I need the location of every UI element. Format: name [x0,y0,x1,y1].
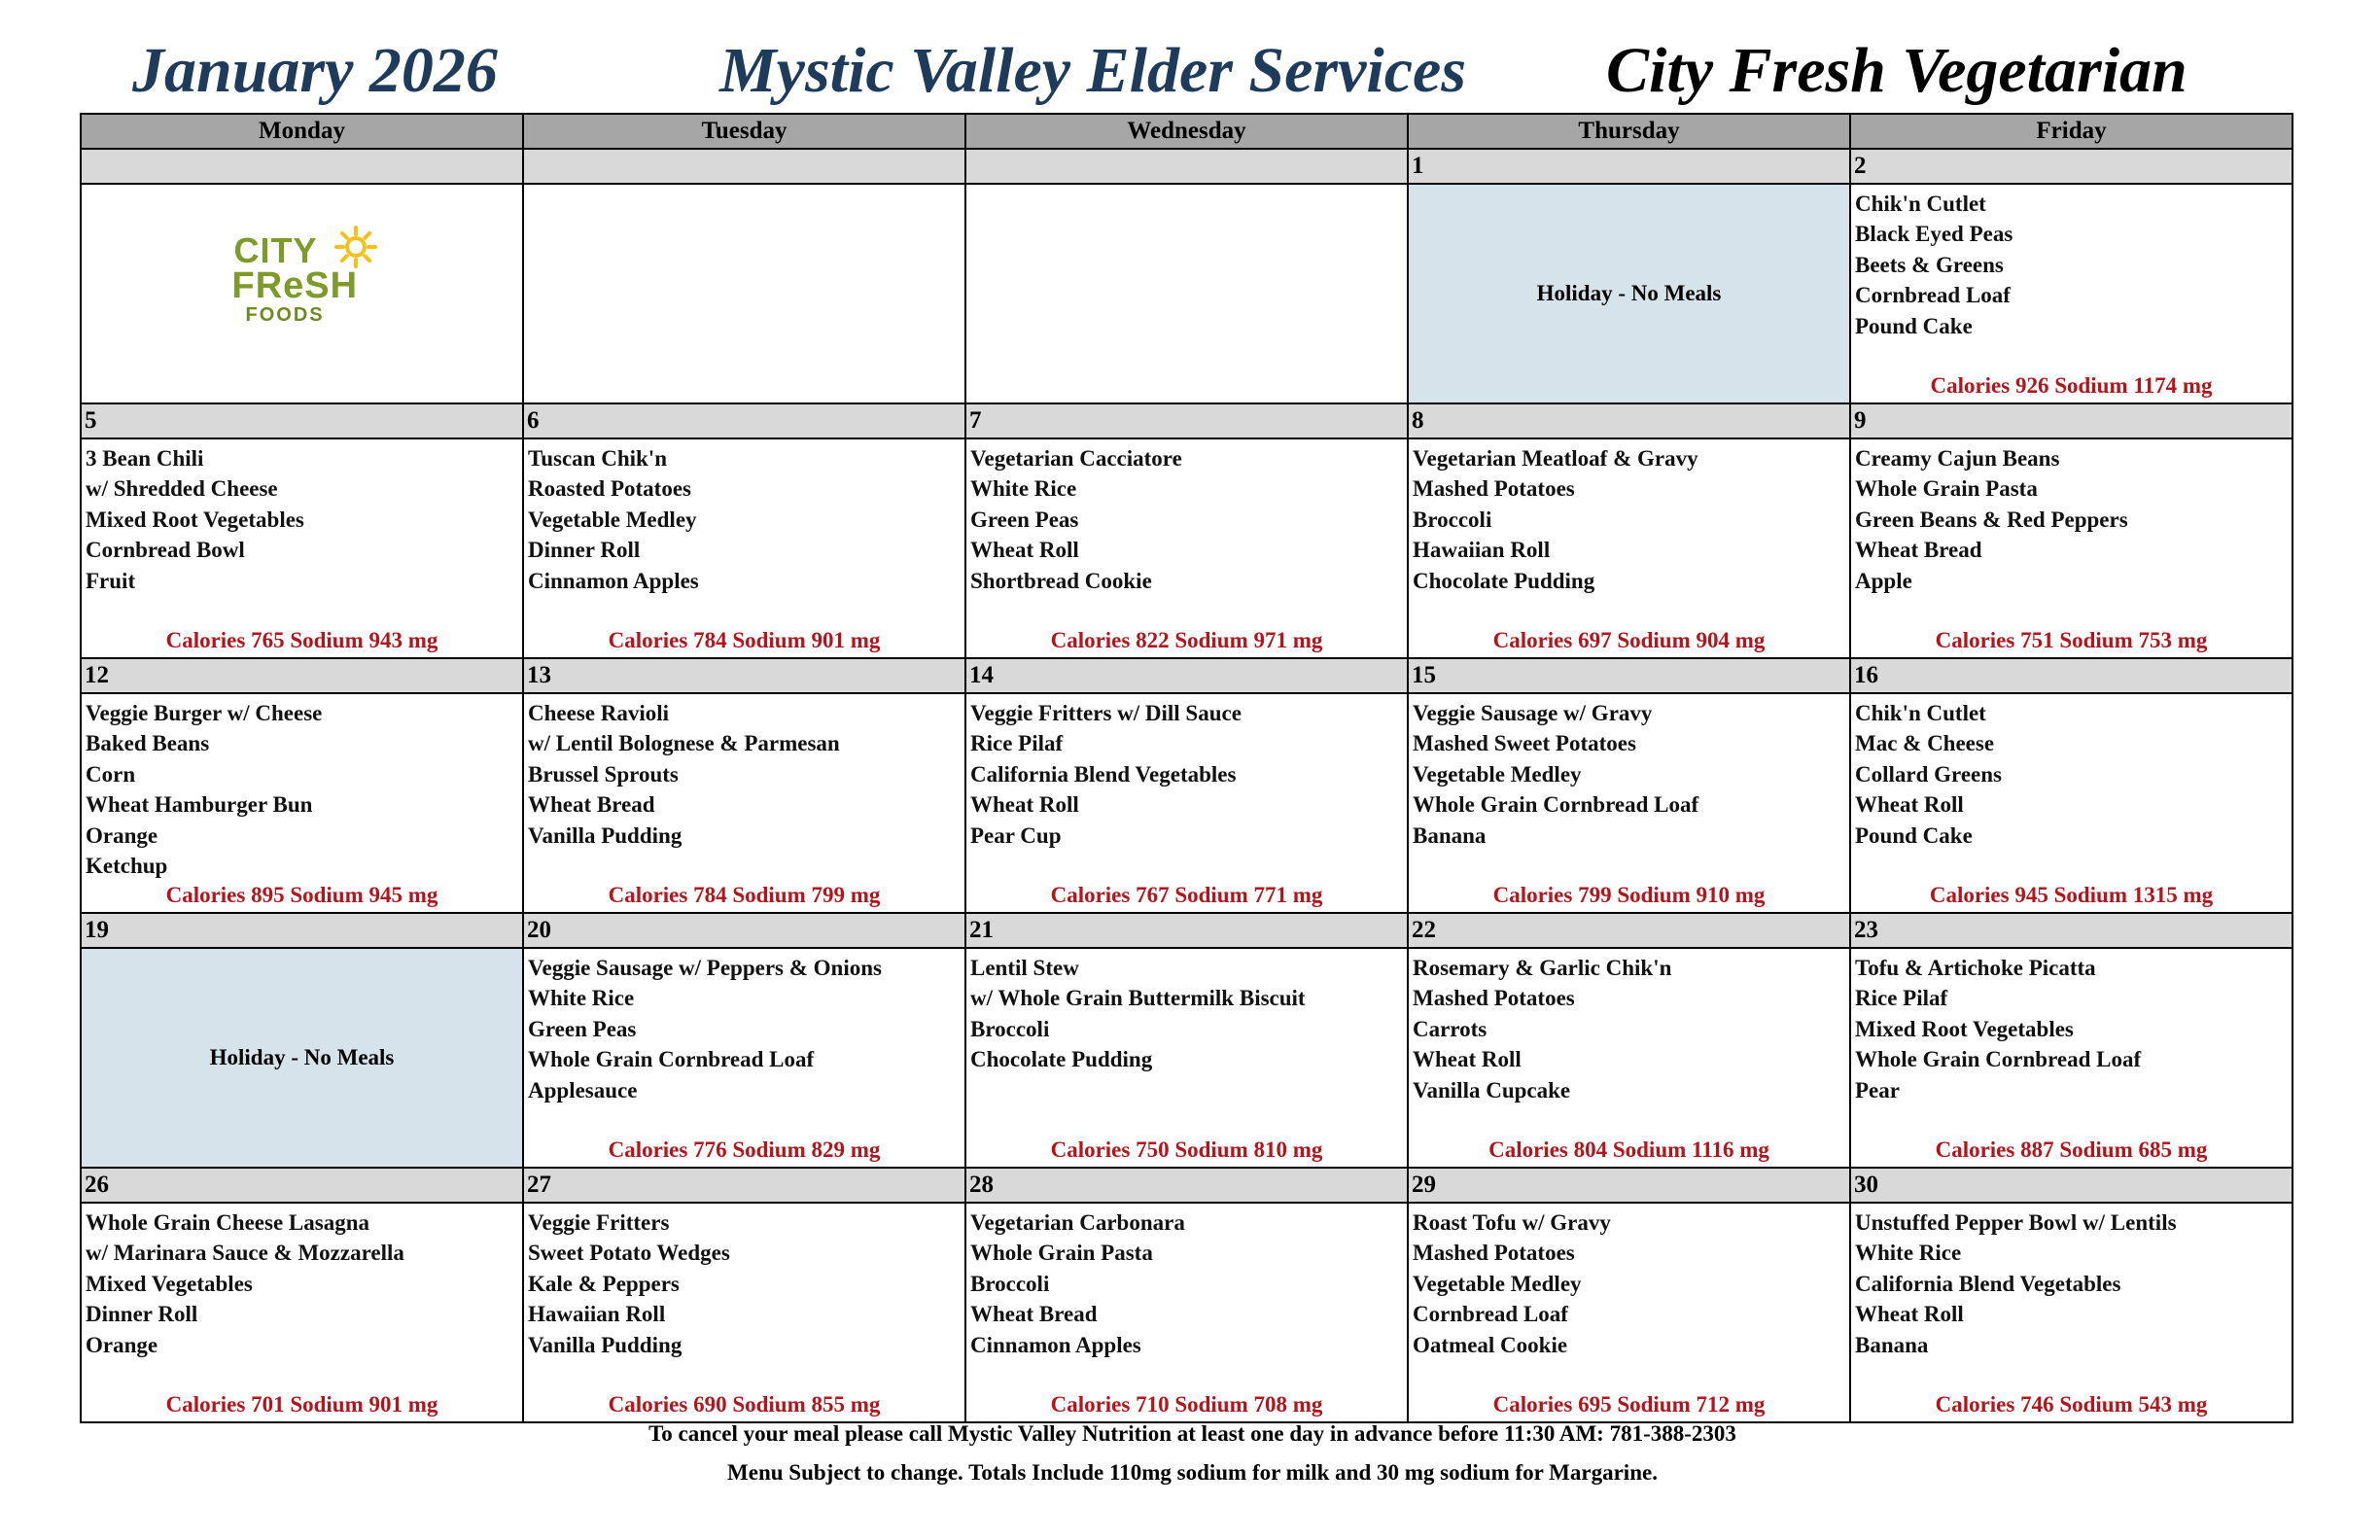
date-number-wednesday: 7 [965,403,1408,438]
menu-calendar [80,113,2293,1423]
calendar-month-title: January 2026 [132,35,498,106]
menu-item: Wheat Roll [970,538,1079,563]
menu-item: Green Peas [528,1016,637,1041]
menu-item: Mashed Potatoes [1413,1241,1575,1266]
menu-item: Vegetable Medley [1413,1271,1582,1296]
nutrition-summary: Calories 926 Sodium 1174 mg [1930,373,2213,398]
date-number-monday [81,149,523,184]
logo-text-city: CITY [233,230,318,270]
menu-row [81,948,2292,1168]
nutrition-summary: Calories 765 Sodium 943 mg [165,628,438,652]
menu-item: Creamy Cajun Beans [1855,446,2060,471]
date-number-wednesday [965,149,1408,184]
menu-item: Veggie Fritters [528,1210,670,1235]
date-number-friday: 16 [1850,658,2292,693]
menu-item: Chocolate Pudding [970,1047,1153,1072]
menu-item: Wheat Roll [970,792,1079,818]
nutrition-summary: Calories 750 Sodium 810 mg [1050,1138,1323,1162]
menu-item: Wheat Bread [1855,538,1982,563]
menu-item: Vanilla Cupcake [1413,1077,1571,1102]
date-number-wednesday: 28 [965,1168,1408,1203]
menu-day-cell [1850,948,2292,1168]
menu-item: Veggie Burger w/ Cheese [86,701,323,725]
weekday-friday: Friday [1850,114,2292,149]
date-number-monday: 5 [81,403,523,438]
menu-day-cell [81,693,523,913]
sun-icon [333,225,378,269]
menu-item: Mac & Cheese [1855,731,1995,756]
menu-item: Rice Pilaf [1855,986,1948,1011]
menu-item: Banana [1855,1332,1929,1357]
date-number-tuesday [523,149,965,184]
menu-item: Vanilla Pudding [528,822,682,848]
logo-text-fresh: FReSH [231,265,359,306]
menu-item: Pound Cake [1855,822,1973,848]
menu-item: Cheese Ravioli [528,701,670,725]
date-number-wednesday: 14 [965,658,1408,693]
nutrition-summary: Calories 784 Sodium 901 mg [608,628,881,652]
menu-item: Broccoli [970,1271,1050,1296]
menu-item: Mixed Root Vegetables [86,507,304,532]
menu-item: Rice Pilaf [970,731,1064,756]
date-number-monday: 12 [81,658,523,693]
menu-item: Wheat Roll [1413,1047,1522,1072]
menu-day-cell [81,438,523,658]
date-number-friday: 2 [1850,149,2292,184]
menu-item: Shortbread Cookie [970,568,1152,593]
menu-item: Baked Beans [86,731,210,756]
date-number-wednesday: 21 [965,913,1408,948]
menu-item: Brussel Sprouts [528,761,679,787]
menu-item: Rosemary & Garlic Chik'n [1413,956,1672,980]
menu-item: Green Beans & Red Peppers [1855,507,2128,532]
menu-item: Whole Grain Cornbread Loaf [1413,792,1699,818]
menu-name-title: City Fresh Vegetarian [1606,35,2188,106]
holiday-label: Holiday - No Meals [1536,281,1722,305]
menu-day-cell [965,693,1408,913]
date-row [81,403,2292,438]
weekday-monday: Monday [81,114,523,149]
menu-item: Cornbread Bowl [86,538,245,563]
menu-day-cell [965,948,1408,1168]
menu-item: Mashed Potatoes [1413,476,1575,502]
menu-item: Orange [86,1332,158,1357]
menu-item: California Blend Vegetables [1855,1271,2121,1296]
menu-item: Vegetarian Cacciatore [970,446,1182,471]
nutrition-summary: Calories 799 Sodium 910 mg [1492,883,1766,907]
nutrition-summary: Calories 784 Sodium 799 mg [608,883,881,907]
menu-day-cell [1850,693,2292,913]
menu-item: w/ Marinara Sauce & Mozzarella [86,1241,404,1266]
menu-item: Tofu & Artichoke Picatta [1855,956,2096,980]
menu-item: Cinnamon Apples [970,1332,1141,1357]
date-number-friday: 9 [1850,403,2292,438]
city-fresh-foods-logo [195,221,380,328]
menu-item: Vegetable Medley [1413,761,1582,787]
menu-item: Vegetarian Meatloaf & Gravy [1413,446,1698,471]
holiday-cell [81,948,523,1168]
menu-item: Sweet Potato Wedges [528,1241,730,1266]
date-number-monday: 26 [81,1168,523,1203]
menu-item: Wheat Roll [1855,1302,1964,1327]
menu-day-cell [523,948,965,1168]
nutrition-summary: Calories 697 Sodium 904 mg [1492,628,1766,652]
menu-item: Whole Grain Pasta [1855,476,2038,502]
menu-item: Fruit [86,568,136,593]
date-number-thursday: 15 [1408,658,1850,693]
menu-disclaimer: Menu Subject to change. Totals Include 110mg sodium for milk and 30 mg sodium for Margarine. [727,1460,1658,1485]
organization-title: Mystic Valley Elder Services [719,35,1467,106]
menu-day-cell [965,1203,1408,1422]
menu-item: White Rice [528,986,635,1011]
logo-text-foods: FOODS [245,304,325,326]
date-number-tuesday: 13 [523,658,965,693]
menu-item: Wheat Roll [1855,792,1964,818]
nutrition-summary: Calories 767 Sodium 771 mg [1050,883,1323,907]
menu-item: w/ Lentil Bolognese & Parmesan [528,731,840,756]
holiday-label: Holiday - No Meals [209,1045,395,1069]
date-number-thursday: 29 [1408,1168,1850,1203]
menu-item: Carrots [1413,1016,1488,1041]
menu-item: Black Eyed Peas [1855,222,2013,247]
menu-item: Veggie Sausage w/ Peppers & Onions [528,956,882,980]
nutrition-summary: Calories 945 Sodium 1315 mg [1929,883,2214,907]
menu-item: Roasted Potatoes [528,476,691,502]
menu-item: Vanilla Pudding [528,1332,682,1357]
date-number-thursday: 22 [1408,913,1850,948]
menu-item: Lentil Stew [970,956,1079,980]
menu-item: Wheat Bread [970,1302,1098,1327]
menu-item: White Rice [970,476,1077,502]
menu-item: Banana [1413,822,1487,848]
menu-item: Whole Grain Cornbread Loaf [1855,1047,2142,1072]
nutrition-summary: Calories 746 Sodium 543 mg [1935,1392,2208,1417]
menu-item: Vegetarian Carbonara [970,1210,1185,1235]
menu-item: Corn [86,761,136,787]
menu-item: Cornbread Loaf [1413,1302,1568,1327]
date-number-thursday: 1 [1408,149,1850,184]
date-number-tuesday: 20 [523,913,965,948]
menu-item: w/ Whole Grain Buttermilk Biscuit [970,986,1306,1011]
nutrition-summary: Calories 690 Sodium 855 mg [608,1392,881,1417]
menu-day-cell [1408,438,1850,658]
nutrition-summary: Calories 804 Sodium 1116 mg [1488,1138,1769,1162]
menu-item: Orange [86,822,158,848]
menu-item: Apple [1855,568,1912,593]
menu-row [81,184,2292,403]
logo-cell [81,184,523,403]
menu-item: Wheat Bread [528,792,655,818]
menu-item: Dinner Roll [528,538,641,563]
menu-item: Mixed Root Vegetables [1855,1016,2074,1041]
date-number-monday: 19 [81,913,523,948]
menu-item: Whole Grain Cornbread Loaf [528,1047,815,1072]
menu-item: Pound Cake [1855,313,1973,338]
menu-day-cell [81,1203,523,1422]
menu-item: Chik'n Cutlet [1855,701,1986,725]
empty-day-cell [965,184,1408,403]
cancel-instructions: To cancel your meal please call Mystic Valley Nutrition at least one day in advance before 11:30 AM: 781-388-2303 [648,1421,1736,1446]
menu-item: California Blend Vegetables [970,761,1237,787]
menu-item: Whole Grain Pasta [970,1241,1153,1266]
menu-day-cell [1850,1203,2292,1422]
menu-item: Mashed Potatoes [1413,986,1575,1011]
menu-item: Chik'n Cutlet [1855,192,1986,216]
menu-day-cell [1850,438,2292,658]
menu-item: Collard Greens [1855,761,2002,787]
nutrition-summary: Calories 701 Sodium 901 mg [165,1392,438,1417]
menu-item: Kale & Peppers [528,1271,680,1296]
date-number-thursday: 8 [1408,403,1850,438]
menu-day-cell [523,1203,965,1422]
menu-item: White Rice [1855,1241,1962,1266]
date-number-tuesday: 27 [523,1168,965,1203]
weekday-header-row [81,114,2292,149]
date-row [81,913,2292,948]
menu-item: Beets & Greens [1855,252,2004,277]
menu-item: Broccoli [1413,507,1492,532]
menu-item: Veggie Sausage w/ Gravy [1413,701,1653,725]
nutrition-summary: Calories 695 Sodium 712 mg [1492,1392,1766,1417]
menu-day-cell [523,693,965,913]
menu-item: Applesauce [528,1077,638,1102]
menu-item: Hawaiian Roll [1413,538,1551,563]
menu-item: Mashed Sweet Potatoes [1413,731,1636,756]
calendar-body [81,149,2292,1422]
menu-item: Chocolate Pudding [1413,568,1595,593]
menu-row [81,438,2292,658]
menu-day-cell [1408,948,1850,1168]
menu-item: Vegetable Medley [528,507,697,532]
menu-item: Broccoli [970,1016,1050,1041]
date-number-friday: 30 [1850,1168,2292,1203]
menu-item: Tuscan Chik'n [528,446,667,471]
menu-item: Pear [1855,1077,1900,1102]
menu-item: Dinner Roll [86,1302,198,1327]
menu-item: Mixed Vegetables [86,1271,253,1296]
weekday-wednesday: Wednesday [965,114,1408,149]
menu-item: Wheat Hamburger Bun [86,792,313,818]
menu-day-cell [1850,184,2292,403]
menu-day-cell [965,438,1408,658]
nutrition-summary: Calories 887 Sodium 685 mg [1935,1138,2208,1162]
date-row [81,658,2292,693]
date-number-tuesday: 6 [523,403,965,438]
empty-day-cell [523,184,965,403]
menu-item: Whole Grain Cheese Lasagna [86,1210,369,1235]
menu-row [81,1203,2292,1422]
date-number-friday: 23 [1850,913,2292,948]
nutrition-summary: Calories 776 Sodium 829 mg [608,1138,881,1162]
menu-item: Ketchup [86,854,168,879]
menu-item: Cinnamon Apples [528,568,699,593]
menu-item: w/ Shredded Cheese [86,476,278,502]
date-row [81,149,2292,184]
weekday-thursday: Thursday [1408,114,1850,149]
menu-item: Hawaiian Roll [528,1302,666,1327]
date-row [81,1168,2292,1203]
weekday-tuesday: Tuesday [523,114,965,149]
nutrition-summary: Calories 751 Sodium 753 mg [1935,628,2208,652]
holiday-cell [1408,184,1850,403]
menu-item: 3 Bean Chili [86,446,204,471]
menu-item: Pear Cup [970,822,1062,848]
menu-day-cell [1408,1203,1850,1422]
nutrition-summary: Calories 822 Sodium 971 mg [1050,628,1323,652]
menu-item: Roast Tofu w/ Gravy [1413,1210,1611,1235]
menu-item: Green Peas [970,507,1079,532]
menu-row [81,693,2292,913]
menu-item: Cornbread Loaf [1855,283,2011,308]
menu-item: Veggie Fritters w/ Dill Sauce [970,701,1242,725]
menu-item: Oatmeal Cookie [1413,1332,1568,1357]
menu-day-cell [1408,693,1850,913]
nutrition-summary: Calories 895 Sodium 945 mg [165,883,438,907]
menu-day-cell [523,438,965,658]
nutrition-summary: Calories 710 Sodium 708 mg [1050,1392,1323,1417]
menu-item: Unstuffed Pepper Bowl w/ Lentils [1855,1210,2177,1235]
